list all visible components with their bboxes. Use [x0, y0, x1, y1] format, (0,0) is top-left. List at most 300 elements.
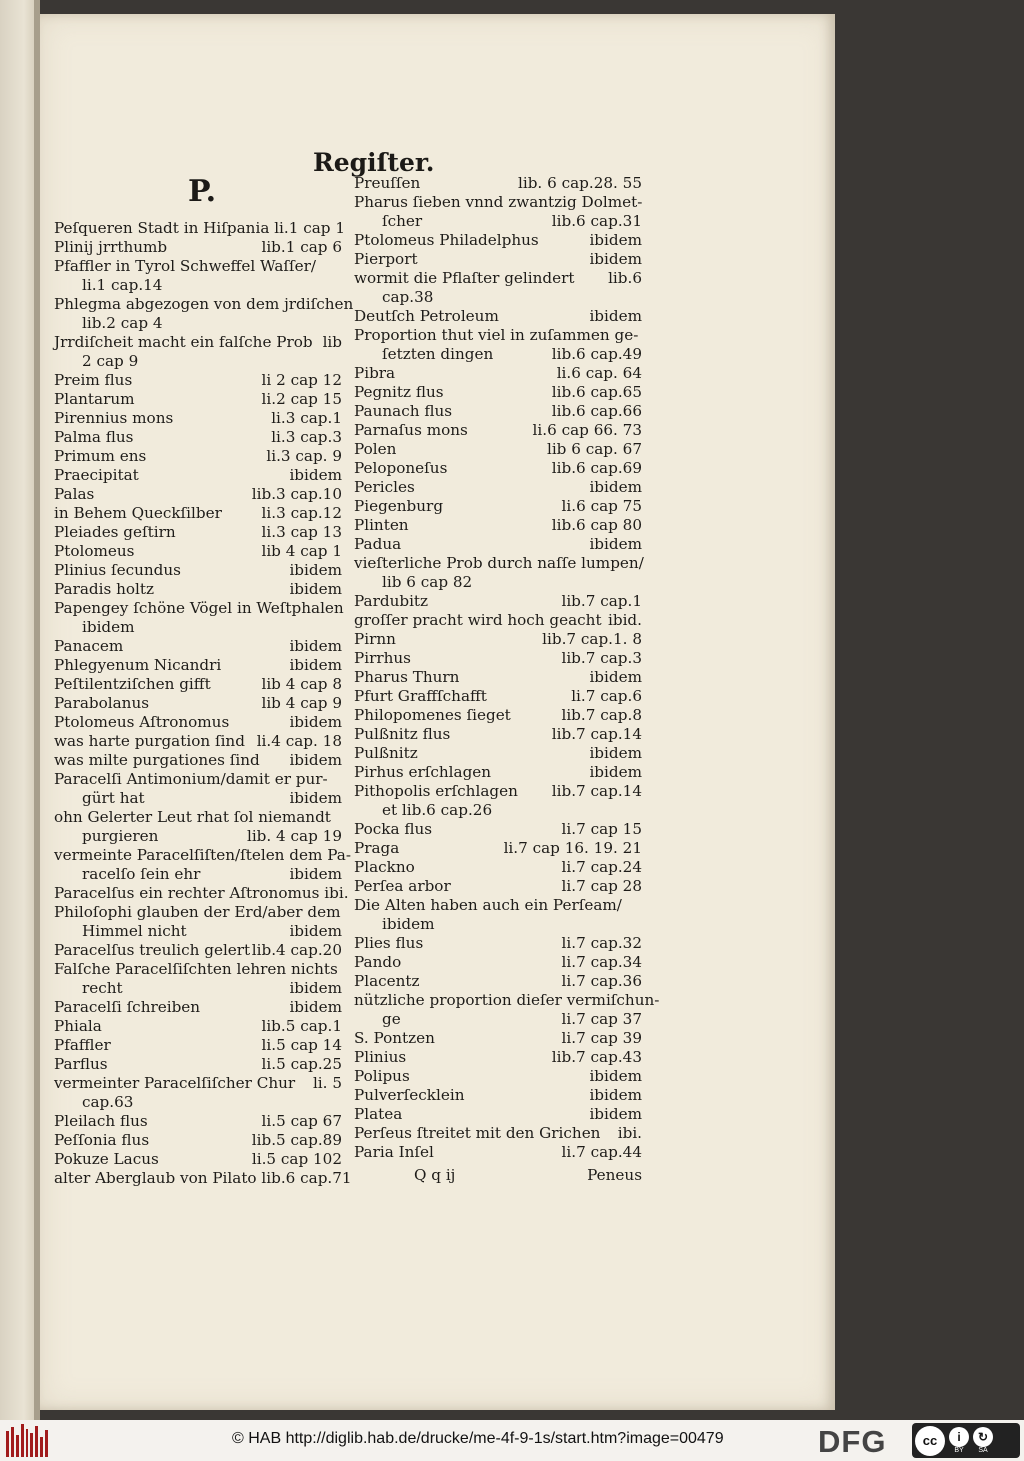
- index-term: Pithopolis erſchlagen: [354, 782, 518, 800]
- index-term: nützliche proportion dieſer vermiſchun-: [354, 991, 660, 1009]
- index-entry: [54, 922, 342, 941]
- index-term: Plinij jrrthumb: [54, 238, 168, 256]
- index-term: Pharus ſieben vnnd zwantzig Dolmet-: [354, 193, 643, 211]
- index-entry: [354, 991, 660, 1010]
- index-term: Ptolomeus: [54, 542, 135, 560]
- index-entry: [354, 497, 642, 516]
- index-term: Pleilach flus: [54, 1112, 148, 1130]
- index-term: Perſea arbor: [354, 877, 451, 895]
- index-entry: [54, 960, 342, 979]
- index-entry: [54, 561, 342, 580]
- cc-icon: cc: [915, 1426, 945, 1456]
- index-term: Pirennius mons: [54, 409, 174, 427]
- index-entry: [54, 713, 342, 732]
- index-term: 2 cap 9: [82, 352, 139, 370]
- index-term: Palas: [54, 485, 95, 503]
- index-reference: li.5 cap 14: [261, 1036, 342, 1054]
- index-entry: [54, 846, 351, 865]
- index-reference: li 2 cap 12: [261, 371, 342, 389]
- section-letter: P.: [188, 174, 217, 209]
- index-term: was milte purgationes ſind: [54, 751, 260, 769]
- index-reference: ibidem: [289, 637, 342, 655]
- index-reference: li.6 cap 75: [561, 497, 642, 515]
- index-reference: li.7 cap 16. 19. 21: [503, 839, 642, 857]
- index-reference: ibidem: [589, 744, 642, 762]
- index-reference: ibidem: [289, 751, 342, 769]
- index-term: Pokuze Lacus: [54, 1150, 159, 1168]
- index-entry: [354, 326, 642, 345]
- index-entry: [54, 884, 349, 903]
- index-term: Peloponeſus: [354, 459, 448, 477]
- index-entry: [354, 1143, 642, 1162]
- index-entry: [354, 611, 642, 630]
- index-entry: [354, 1105, 642, 1124]
- index-entry: [54, 428, 342, 447]
- index-term: Paracelſi Antimonium/damit er pur-: [54, 770, 328, 788]
- index-reference: li.7 cap.44: [561, 1143, 642, 1161]
- index-term: Placentz: [354, 972, 420, 990]
- index-term: Philopomenes ſieget: [354, 706, 511, 724]
- index-entry: [354, 668, 642, 687]
- index-term: Jrrdiſcheit macht ein falſche Prob: [54, 333, 313, 351]
- index-reference: ibidem: [589, 1067, 642, 1085]
- index-reference: li.6 cap. 64: [556, 364, 642, 382]
- index-term: lib 6 cap 82: [382, 573, 473, 591]
- index-term: Perſeus ſtreitet mit den Grichen: [354, 1124, 601, 1142]
- index-term: Polipus: [354, 1067, 410, 1085]
- index-reference: lib.6 cap.66: [551, 402, 642, 420]
- index-entry: [54, 542, 342, 561]
- index-reference: li.5 cap 67: [261, 1112, 342, 1130]
- catchword: Peneus: [587, 1166, 642, 1184]
- index-term: Piegenburg: [354, 497, 444, 515]
- index-term: Plantarum: [54, 390, 135, 408]
- index-reference: lib.7 cap.3: [561, 649, 642, 667]
- index-entry: [354, 1048, 642, 1067]
- index-term: Phlegyenum Nicandri: [54, 656, 222, 674]
- dfg-logo: DFG: [818, 1424, 887, 1459]
- index-term: Himmel nicht: [82, 922, 187, 940]
- index-term: Pfaffler: [54, 1036, 111, 1054]
- index-term: Pirnn: [354, 630, 396, 648]
- index-entry: [54, 808, 342, 827]
- index-term: Pirrhus: [354, 649, 411, 667]
- index-entry: [54, 295, 354, 314]
- index-term: lib.2 cap 4: [82, 314, 163, 332]
- index-reference: li.5 cap.25: [261, 1055, 342, 1073]
- index-entry: [354, 459, 642, 478]
- index-term: Paunach flus: [354, 402, 453, 420]
- index-reference: ibidem: [589, 231, 642, 249]
- index-term: vermeinte Paracelſiſten/ſtelen dem Pa-: [54, 846, 351, 864]
- index-term: Preuſſen: [354, 174, 421, 192]
- index-entry: [354, 193, 642, 212]
- index-term: Ptolomeus Philadelphus: [354, 231, 539, 249]
- index-entry: [54, 751, 342, 770]
- index-entry: [354, 953, 642, 972]
- index-reference: ibidem: [289, 865, 342, 883]
- index-entry: [354, 915, 642, 934]
- index-term: Preim flus: [54, 371, 133, 389]
- index-entry: [54, 1093, 342, 1112]
- index-term: Plies flus: [354, 934, 424, 952]
- index-entry: [54, 466, 342, 485]
- index-reference: lib.7 cap.14: [551, 725, 642, 743]
- index-entry: [354, 1010, 642, 1029]
- index-reference: lib.4 cap.20: [251, 941, 342, 959]
- index-reference: lib.7 cap.8: [561, 706, 642, 724]
- index-entry: [54, 732, 342, 751]
- index-entry: [354, 972, 642, 991]
- index-entry: [354, 269, 642, 288]
- index-term: racelſo ſein ehr: [82, 865, 201, 883]
- index-term: Pericles: [354, 478, 415, 496]
- index-entry: [54, 1112, 342, 1131]
- index-entry: [54, 599, 342, 618]
- index-reference: lib 4 cap 1: [261, 542, 342, 560]
- index-term: in Behem Queckſilber: [54, 504, 222, 522]
- index-entry: [54, 1074, 342, 1093]
- index-reference: ibidem: [289, 561, 342, 579]
- index-entry: [354, 725, 642, 744]
- index-entry: [54, 865, 342, 884]
- index-entry: [354, 839, 642, 858]
- index-reference: lib 4 cap 9: [261, 694, 342, 712]
- creative-commons-badge[interactable]: [912, 1423, 1020, 1458]
- index-entry: [354, 630, 642, 649]
- index-reference: ibid.: [608, 611, 642, 629]
- index-reference: ibidem: [589, 668, 642, 686]
- index-reference: lib.6 cap.65: [551, 383, 642, 401]
- index-reference: li.7 cap.34: [561, 953, 642, 971]
- index-entry: [354, 1029, 642, 1048]
- index-entry: [354, 307, 642, 326]
- index-term: Panacem: [54, 637, 124, 655]
- index-entry: [54, 257, 342, 276]
- index-term: Pardubitz: [354, 592, 429, 610]
- index-term: Parabolanus: [54, 694, 150, 712]
- index-entry: [54, 1131, 342, 1150]
- index-reference: ibidem: [589, 250, 642, 268]
- index-entry: [54, 504, 342, 523]
- index-reference: li.3 cap 13: [261, 523, 342, 541]
- index-term: Paria Inſel: [354, 1143, 434, 1161]
- index-entry: [354, 288, 642, 307]
- index-reference: ibidem: [289, 789, 342, 807]
- index-entry: [54, 637, 342, 656]
- index-reference: li.7 cap.36: [561, 972, 642, 990]
- index-term: Pharus Thurn: [354, 668, 460, 686]
- index-entry: [54, 219, 346, 238]
- index-reference: lib.3 cap.10: [251, 485, 342, 503]
- index-reference: ibidem: [589, 535, 642, 553]
- index-entry: [54, 694, 342, 713]
- index-term: Paracelſus treulich gelert: [54, 941, 251, 959]
- index-term: cap.63: [82, 1093, 134, 1111]
- index-reference: ibidem: [289, 713, 342, 731]
- index-term: Praecipitat: [54, 466, 139, 484]
- index-reference: li.7 cap.32: [561, 934, 642, 952]
- index-term: Palma flus: [54, 428, 134, 446]
- index-term: Paracelſus ein rechter Aſtronomus ibi.: [54, 884, 349, 902]
- index-entry: [354, 573, 642, 592]
- index-entry: [354, 858, 642, 877]
- index-reference: li. 5: [312, 1074, 342, 1092]
- index-entry: [354, 1086, 642, 1105]
- index-entry: [354, 687, 642, 706]
- index-entry: [54, 1150, 342, 1169]
- index-entry: [54, 238, 342, 257]
- index-entry: [354, 877, 642, 896]
- index-term: Falſche Paracelſiſchten lehren nichts: [54, 960, 338, 978]
- index-reference: li.7 cap 15: [561, 820, 642, 838]
- index-term: Pegnitz flus: [354, 383, 444, 401]
- index-term: purgieren: [82, 827, 159, 845]
- index-reference: lib.7 cap.43: [551, 1048, 642, 1066]
- index-entry: [354, 345, 642, 364]
- index-reference: li.7 cap.24: [561, 858, 642, 876]
- index-entry: [354, 782, 642, 801]
- index-entry: [354, 535, 642, 554]
- index-term: Phlegma abgezogen von dem jrdiſchen: [54, 295, 354, 313]
- index-reference: li.2 cap 15: [261, 390, 342, 408]
- index-entry: [54, 276, 342, 295]
- index-entry: [54, 390, 342, 409]
- index-entry: [54, 1055, 342, 1074]
- index-entry: [354, 592, 642, 611]
- index-term: Pierport: [354, 250, 418, 268]
- index-entry: [354, 421, 642, 440]
- index-term: ibidem: [382, 915, 435, 933]
- index-term: ohn Gelerter Leut rhat ſol niemandt: [54, 808, 331, 826]
- index-reference: ibidem: [289, 580, 342, 598]
- index-entry: [54, 447, 342, 466]
- page-header: Regiſter.: [313, 148, 435, 177]
- index-entry: [54, 903, 342, 922]
- index-entry: [354, 801, 642, 820]
- index-entry: [354, 554, 642, 573]
- index-term: Paradis holtz: [54, 580, 154, 598]
- index-term: Pando: [354, 953, 402, 971]
- index-reference: ibidem: [589, 763, 642, 781]
- index-entry: [354, 763, 642, 782]
- index-entry: [54, 333, 342, 352]
- index-term: gürt hat: [82, 789, 145, 807]
- index-entry: [54, 675, 342, 694]
- index-term: Pulßnitz flus: [354, 725, 451, 743]
- index-reference: lib.7 cap.14: [551, 782, 642, 800]
- index-term: Primum ens: [54, 447, 147, 465]
- index-entry: [354, 231, 642, 250]
- index-term: Padua: [354, 535, 402, 553]
- index-term: Platea: [354, 1105, 403, 1123]
- index-column-left: [54, 219, 354, 1188]
- index-term: Philoſophi glauben der Erd/aber dem: [54, 903, 341, 921]
- index-reference: lib.6 cap.69: [551, 459, 642, 477]
- index-entry: [354, 706, 642, 725]
- index-reference: li.6 cap 66. 73: [532, 421, 642, 439]
- by-label: BY: [954, 1446, 964, 1454]
- index-term: Plinten: [354, 516, 409, 534]
- by-icon: i: [949, 1427, 969, 1447]
- index-reference: lib.5 cap.89: [251, 1131, 342, 1149]
- index-reference: ibidem: [589, 307, 642, 325]
- copyright-credit-link[interactable]: © HAB http://diglib.hab.de/drucke/me-4f-9-1s/start.htm?image=00479: [232, 1430, 724, 1447]
- index-term: groſſer pracht wird hoch geacht: [354, 611, 602, 629]
- index-reference: lib 6 cap. 67: [546, 440, 642, 458]
- index-term: Pibra: [354, 364, 396, 382]
- index-term: Pfurt Graffſchafft: [354, 687, 487, 705]
- index-reference: ibidem: [589, 1086, 642, 1104]
- index-term: wormit die Pflaſter gelindert: [354, 269, 575, 287]
- index-reference: ibidem: [289, 922, 342, 940]
- index-term: Parnaſus mons: [354, 421, 468, 439]
- viewer-footer-bar: [0, 1420, 1024, 1461]
- index-entry: [354, 649, 642, 668]
- index-term: Pfaffler in Tyrol Schweffel Waſſer/: [54, 257, 316, 275]
- index-term: Pocka flus: [354, 820, 433, 838]
- index-entry: [354, 744, 642, 763]
- index-entry: [54, 1017, 342, 1036]
- index-term: Peſſonia flus: [54, 1131, 150, 1149]
- index-term: et lib.6 cap.26: [382, 801, 493, 819]
- index-reference: li.4 cap. 18: [256, 732, 342, 750]
- index-reference: ibidem: [289, 656, 342, 674]
- index-reference: li.7 cap.6: [571, 687, 642, 705]
- index-term: vermeinter Paracelſiſcher Chur: [54, 1074, 296, 1092]
- index-term: recht: [82, 979, 123, 997]
- index-entry: [54, 523, 342, 542]
- index-entry: [54, 314, 342, 333]
- index-term: Proportion thut viel in zuſammen ge-: [354, 326, 639, 344]
- index-reference: ibidem: [589, 1105, 642, 1123]
- index-term: ſetzten dingen: [382, 345, 494, 363]
- index-term: Pulßnitz: [354, 744, 418, 762]
- index-entry: [54, 618, 342, 637]
- index-entry: [54, 409, 342, 428]
- index-term: Pirhus erſchlagen: [354, 763, 492, 781]
- previous-page-edge: [0, 0, 40, 1420]
- index-entry: [354, 174, 642, 193]
- index-entry: [354, 1124, 642, 1143]
- index-reference: lib.6 cap.49: [551, 345, 642, 363]
- index-entry: [354, 364, 642, 383]
- index-reference: lib.6: [608, 269, 642, 287]
- index-entry: [54, 789, 342, 808]
- index-term: ibidem: [82, 618, 135, 636]
- index-reference: lib 4 cap 8: [261, 675, 342, 693]
- index-reference: lib. 4 cap 19: [246, 827, 342, 845]
- index-term: Papengey ſchöne Vögel in Weſtphalen: [54, 599, 344, 617]
- index-entry: [354, 896, 642, 915]
- index-entry: [354, 440, 642, 459]
- index-reference: lib: [322, 333, 342, 351]
- library-logo-icon: [6, 1424, 48, 1457]
- index-term: S. Pontzen: [354, 1029, 435, 1047]
- index-reference: lib. 6 cap.28. 55: [518, 174, 642, 192]
- index-reference: lib.5 cap.1: [261, 1017, 342, 1035]
- index-column-right: [354, 174, 660, 1162]
- index-entry: [54, 941, 342, 960]
- index-term: Ptolomeus Aſtronomus: [54, 713, 230, 731]
- sa-label: SA: [978, 1446, 988, 1454]
- page-footer-line: [354, 1166, 642, 1185]
- index-reference: li.3 cap.1: [271, 409, 342, 427]
- index-term: Praga: [354, 839, 400, 857]
- index-entry: [354, 820, 642, 839]
- index-entry: [54, 656, 342, 675]
- index-reference: ibidem: [289, 979, 342, 997]
- index-term: cap.38: [382, 288, 434, 306]
- index-term: Plackno: [354, 858, 415, 876]
- index-entry: [54, 485, 342, 504]
- index-entry: [54, 352, 342, 371]
- index-reference: lib.6 cap.31: [551, 212, 642, 230]
- signature-mark: Q q ij: [414, 1166, 456, 1184]
- index-entry: [354, 1067, 642, 1086]
- index-reference: li.7 cap 39: [561, 1029, 642, 1047]
- index-term: li.1 cap.14: [82, 276, 163, 294]
- index-entry: [54, 371, 342, 390]
- index-reference: ibi.: [617, 1124, 642, 1142]
- index-entry: [54, 770, 342, 789]
- index-entry: [354, 478, 642, 497]
- index-term: ge: [382, 1010, 401, 1028]
- index-reference: ibidem: [589, 478, 642, 496]
- index-entry: [354, 212, 642, 231]
- index-reference: lib.1 cap 6: [261, 238, 342, 256]
- index-term: Plinius ſecundus: [54, 561, 181, 579]
- index-term: Parflus: [54, 1055, 108, 1073]
- index-reference: lib.7 cap.1. 8: [542, 630, 642, 648]
- index-term: Polen: [354, 440, 397, 458]
- index-term: Deutſch Petroleum: [354, 307, 499, 325]
- index-term: Peſtilentziſchen gifft: [54, 675, 211, 693]
- index-entry: [54, 998, 342, 1017]
- index-entry: [354, 934, 642, 953]
- index-reference: lib.6 cap 80: [551, 516, 642, 534]
- index-term: ſcher: [382, 212, 423, 230]
- index-term: Pleiades geſtirn: [54, 523, 176, 541]
- index-reference: lib.7 cap.1: [561, 592, 642, 610]
- index-entry: [354, 250, 642, 269]
- index-reference: ibidem: [289, 998, 342, 1016]
- sa-icon: ↻: [973, 1427, 993, 1447]
- index-term: vieſterliche Prob durch naſſe lumpen/: [354, 554, 644, 572]
- index-term: Paracelſi ſchreiben: [54, 998, 201, 1016]
- index-reference: li.3 cap.12: [261, 504, 342, 522]
- index-entry: [354, 402, 642, 421]
- index-entry: [54, 827, 342, 846]
- index-term: Plinius: [354, 1048, 407, 1066]
- index-entry: [54, 979, 342, 998]
- index-reference: li.3 cap. 9: [266, 447, 342, 465]
- index-term: Die Alten haben auch ein Perſeam/: [354, 896, 622, 914]
- index-term: Phiala: [54, 1017, 102, 1035]
- index-term: Pulverſecklein: [354, 1086, 465, 1104]
- index-reference: li.7 cap 28: [561, 877, 642, 895]
- index-entry: [54, 580, 342, 599]
- index-entry: [54, 1169, 352, 1188]
- index-reference: li.7 cap 37: [561, 1010, 642, 1028]
- index-entry: [354, 383, 642, 402]
- index-reference: ibidem: [289, 466, 342, 484]
- index-term: was harte purgation ſind: [54, 732, 245, 750]
- index-reference: li.3 cap.3: [271, 428, 342, 446]
- index-reference: li.5 cap 102: [251, 1150, 342, 1168]
- index-term: Peſqueren Stadt in Hiſpania li.1 cap 1: [54, 219, 346, 237]
- index-entry: [54, 1036, 342, 1055]
